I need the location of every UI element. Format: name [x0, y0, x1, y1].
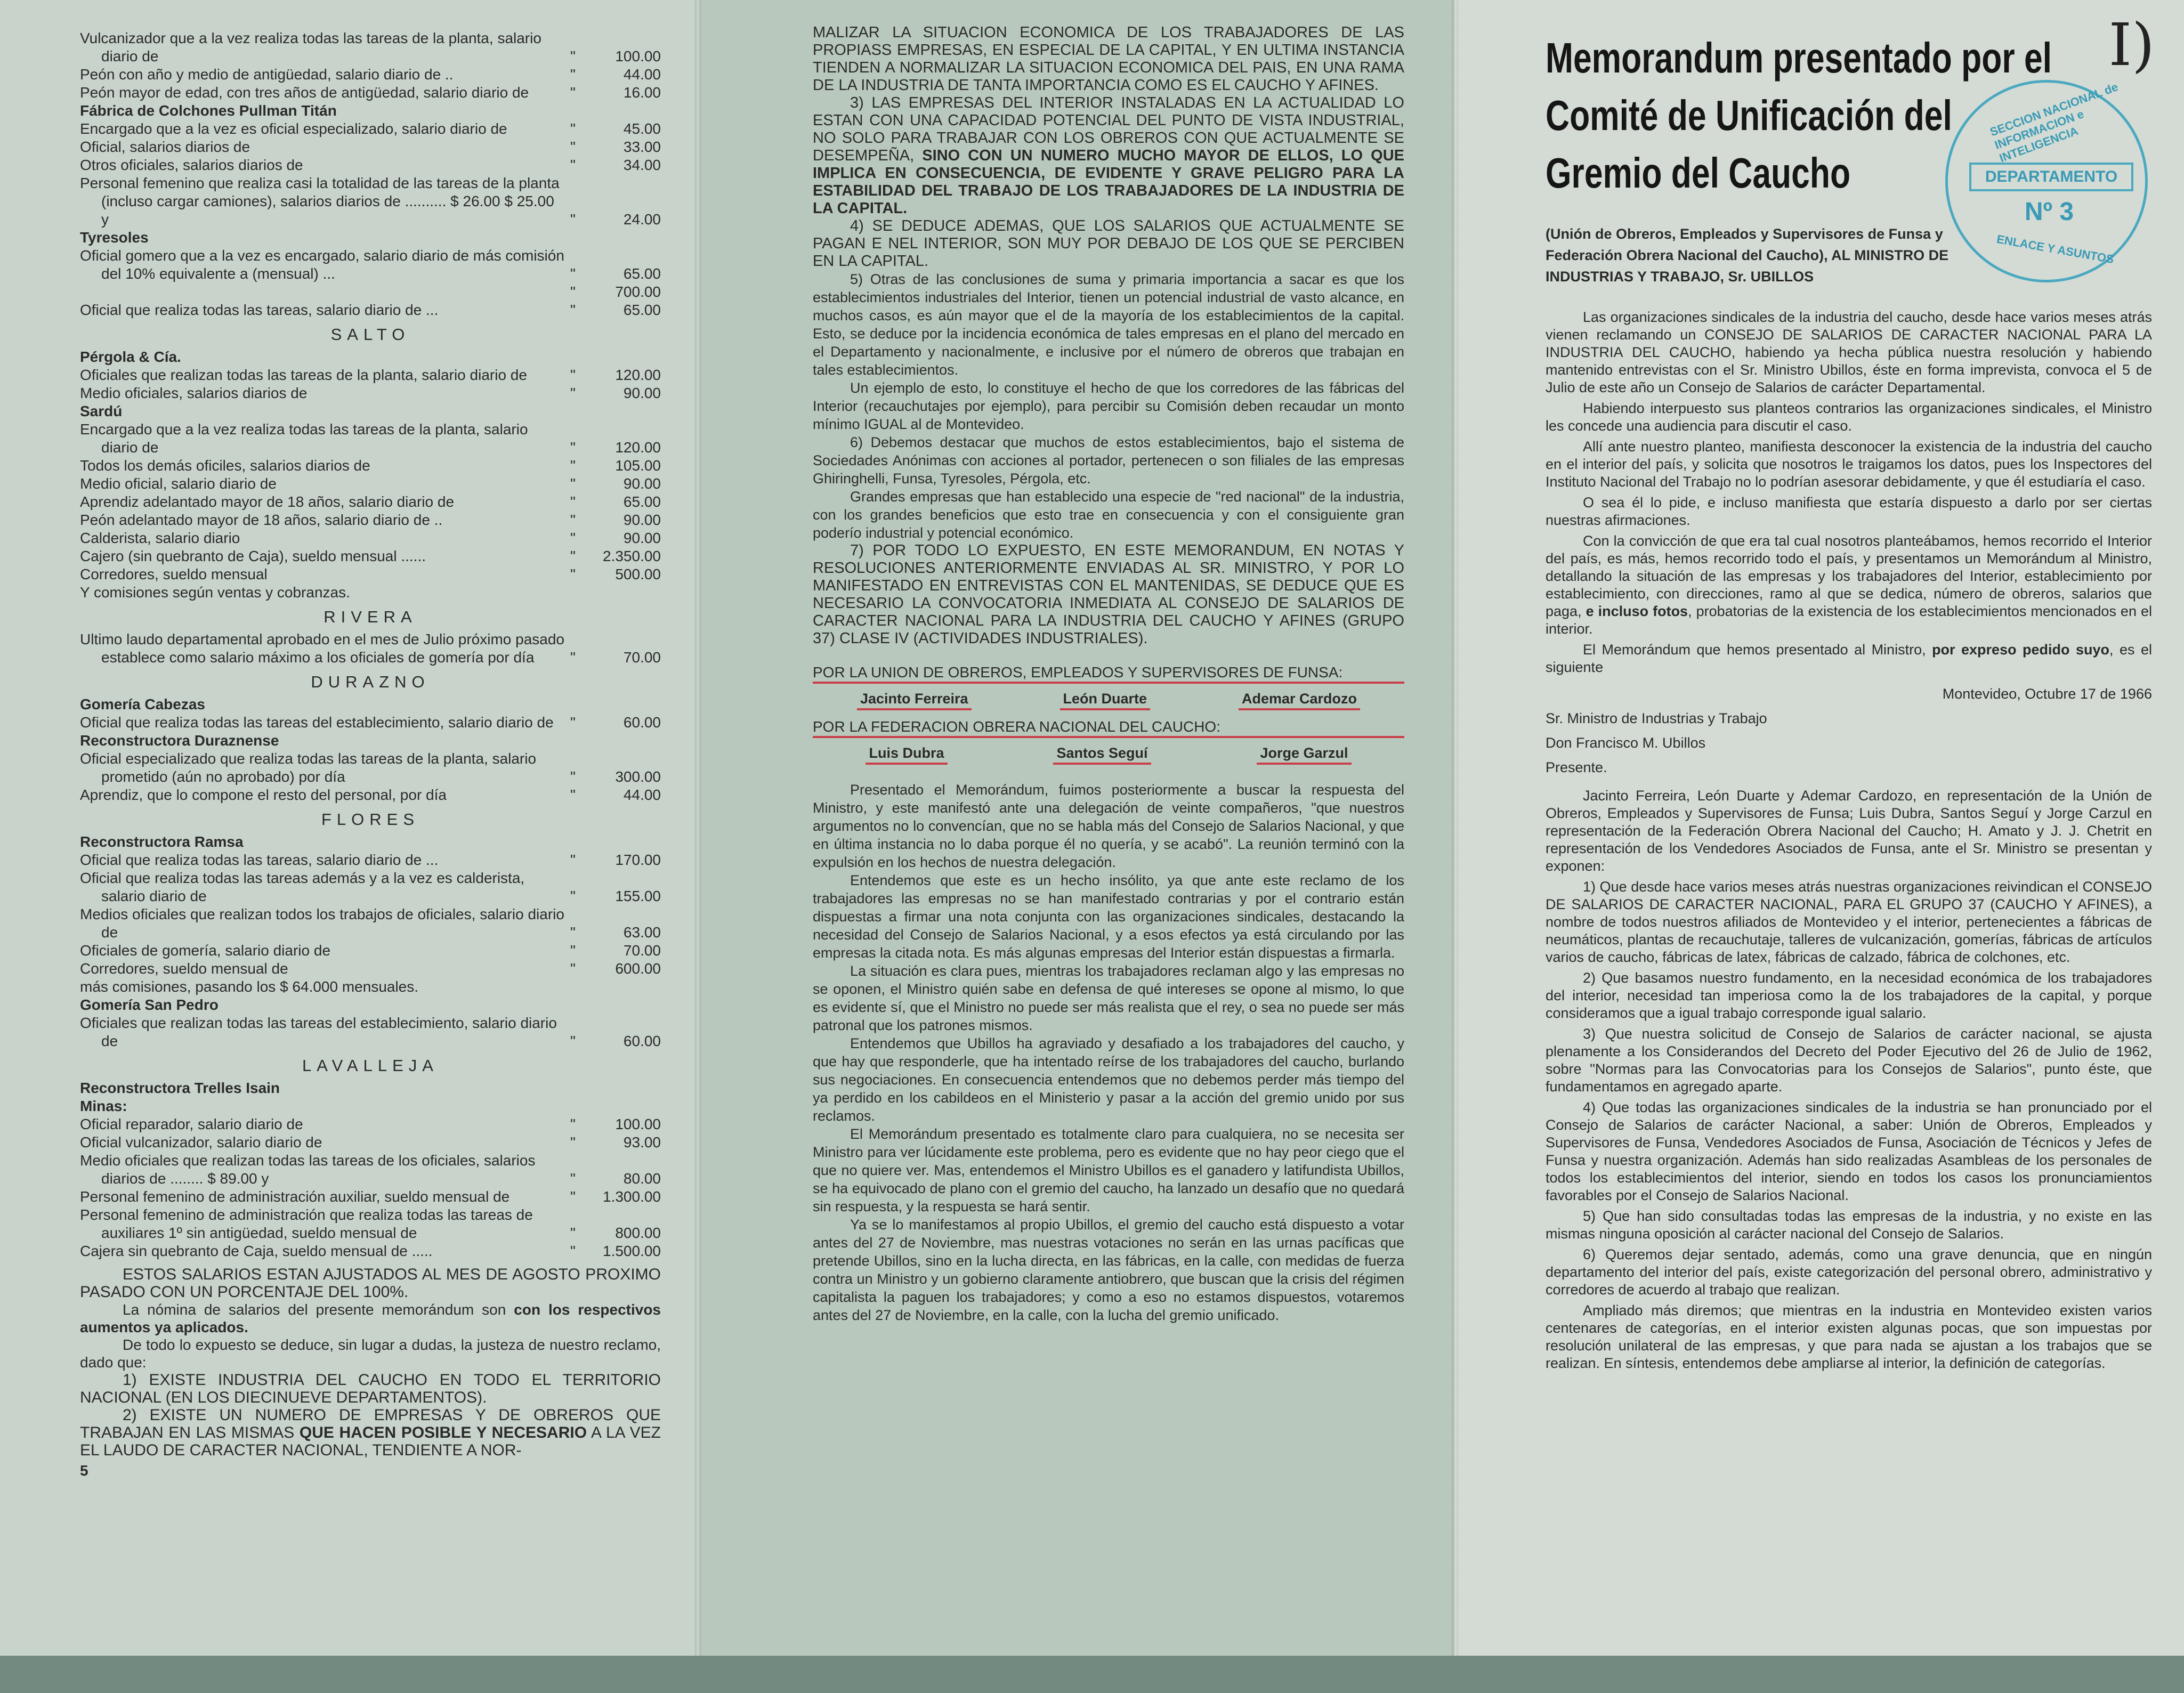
- document-title: Memorandum presentado por el: [1546, 34, 2052, 82]
- letter-date: Montevideo, Octubre 17 de 1966: [1942, 686, 2152, 702]
- salary-row: [80, 420, 661, 457]
- salary-description: Medio oficiales que realizan todas las tareas de los oficiales, salarios diarios de ........ $ 89.00 y: [80, 1152, 536, 1187]
- signature-row: [813, 743, 1404, 765]
- paragraph: 6) Queremos dejar sentado, además, como una grave denuncia, que en ningún departamento del interior del país, existe categorización del personal obrero, administrativo y corredores de acuerdo al trabajo que realizan.: [1546, 1246, 2152, 1298]
- ditto-mark: ": [570, 84, 576, 101]
- salary-row: [80, 66, 661, 84]
- salary-row: [80, 960, 661, 978]
- salary-row: [80, 1152, 661, 1188]
- ditto-mark: ": [570, 787, 576, 803]
- paragraph: 3) Que nuestra solicitud de Consejo de Salarios de carácter nacional, se ajusta plenamente a los Considerandos del Decreto del Poder Ejecutivo del 26 de Julio de 1962, sobre "Normas para las Convocatorias para los Consejos de Salarios", punto éste, que fundamentamos en agregado aparte.: [1546, 1026, 2152, 1095]
- salary-row: [80, 1242, 661, 1260]
- salary-row: [80, 547, 661, 565]
- salary-description: Corredores, sueldo mensual de: [80, 960, 288, 977]
- ditto-mark: ": [570, 120, 576, 137]
- paragraph: 6) Debemos destacar que muchos de estos establecimientos, bajo el sistema de Sociedades Anónimas con acciones al portador, pertenecen o son filiales de las empresas Ghiringhelli, Funsa, Tyresoles, Pérgola, etc.: [813, 434, 1404, 487]
- salary-value: 120.00: [615, 439, 661, 456]
- salary-row: [80, 283, 661, 301]
- salary-value: 65.00: [623, 265, 661, 282]
- salary-value: 45.00: [623, 120, 661, 137]
- paragraph: 2) Que basamos nuestro fundamento, en la necesidad económica de los trabajadores del interior, necesidad tan imperiosa como la de los trabajadores de la capital, y porque consideramos que a igual trabajo corresponde igual salario.: [1546, 970, 2152, 1021]
- salary-description: Encargado que a la vez es oficial especializado, salario diario de: [80, 120, 507, 137]
- document-title: Comité de Unificación del: [1546, 92, 1952, 139]
- stamp-department: DEPARTAMENTO: [1969, 163, 2133, 191]
- salary-value: 120.00: [615, 367, 661, 383]
- salary-list: [80, 1014, 661, 1050]
- salary-value: 90.00: [623, 385, 661, 401]
- salary-list: [80, 1115, 661, 1260]
- city-heading: Minas:: [80, 1098, 127, 1114]
- stamp-number: Nº 3: [2024, 198, 2074, 226]
- handwritten-mark: I): [2108, 11, 2155, 79]
- paragraph: 7) POR TODO LO EXPUESTO, EN ESTE MEMORANDUM, EN NOTAS Y RESOLUCIONES ANTERIORMENTE ENVIADAS AL SR. MINISTRO, Y POR LO MANIFESTADO EN ENTREVISTAS CON EL MANTENIDAS, SE DEDUCE QUE ES NECESARIO LA CONVOCATORIA INMEDIATA AL CONSEJO DE SALARIOS DE CARACTER NACIONAL PARA LA INDUSTRIA DEL CAUCHO Y AFINES (GRUPO 37) CLASE IV (ACTIVIDADES INDUSTRIALES).: [813, 542, 1404, 647]
- salary-value: 44.00: [623, 66, 661, 83]
- salary-row: [80, 1115, 661, 1133]
- salary-row: [80, 1133, 661, 1152]
- ditto-mark: ": [570, 512, 576, 528]
- paragraph: 5) Que han sido consultadas todas las empresas de la industria, y no existe en las mismas ninguna oposición al carácter nacional del Consejo de Salarios.: [1546, 1208, 2152, 1242]
- salary-row: [80, 475, 661, 493]
- salary-description: Cajera sin quebranto de Caja, sueldo mensual de .....: [80, 1243, 433, 1259]
- salary-value: 63.00: [623, 924, 661, 941]
- ditto-mark: ": [570, 457, 576, 474]
- salary-row: [80, 301, 661, 319]
- paragraph: Ampliado más diremos; que mientras en la industria en Montevideo existen varios centenares de categorías, en el interior existen algunas pocas, que son impuestas por resolución unilateral de las empresas, y que para nada se ajustan a los trabajos que se realizan. En síntesis, entendemos debe ampliarse al interior, la definición de categorías.: [1546, 1302, 2152, 1371]
- paragraph: Allí ante nuestro planteo, manifiesta desconocer la existencia de la industria del caucho en el interior del país, y solicita que nosotros le traigamos los datos, pues los Inspectores del Instituto Nacional del Trabajo no lo podrían asesorar debidamente, y que él estudiaría el caso.: [1546, 439, 2152, 490]
- ditto-mark: ": [570, 649, 576, 666]
- salary-description: más comisiones, pasando los $ 64.000 mensuales.: [80, 978, 419, 995]
- salary-description: Oficial reparador, salario diario de: [80, 1116, 303, 1132]
- salary-row: [80, 511, 661, 529]
- salary-description: Oficial vulcanizador, salario diario de: [80, 1134, 322, 1151]
- paragraph: Ya se lo manifestamos al propio Ubillos, el gremio del caucho está dispuesto a votar antes del 27 de Noviembre, mas nuestras votaciones no serán en las urnas pacíficas que pretende Ubillos, sino en la lucha directa, en las fábricas, en la calle, con medidas de fuerza contra un Ministro y un gobierno claramente antiobrero, que buscan que la crisis del régimen capitalista la paguen los trabajadores; y como a eso no estamos dispuestos, votaremos antes del 27 de Noviembre, en la calle, con la lucha del gremio unificado.: [813, 1217, 1404, 1323]
- salary-value: 33.00: [623, 139, 661, 155]
- company-heading: Reconstructora Ramsa: [80, 833, 244, 850]
- salary-value: 1.500.00: [603, 1243, 661, 1259]
- salary-row: [80, 978, 661, 996]
- salary-description: Todos los demás oficiles, salarios diarios de: [80, 457, 370, 474]
- ditto-mark: ": [570, 385, 576, 401]
- ditto-mark: ": [570, 66, 576, 83]
- ditto-mark: ": [570, 1116, 576, 1132]
- salary-row: [80, 457, 661, 475]
- salary-description: Personal femenino que realiza casi la totalidad de las tareas de la planta (incluso cargar camiones), salarios diarios de .......... $ 26.00 $ 25.00 y: [80, 175, 560, 228]
- ditto-mark: ": [570, 530, 576, 546]
- salary-value: 2.350.00: [603, 548, 661, 564]
- paragraph: 1) EXISTE INDUSTRIA DEL CAUCHO EN TODO EL TERRITORIO NACIONAL (EN LOS DIECINUEVE DEPARTAMENTOS).: [80, 1371, 661, 1406]
- salary-description: Oficial que realiza todas las tareas además y a la vez es calderista, salario diario de: [80, 870, 525, 904]
- document-subtitle: (Unión de Obreros, Empleados y Supervisores de Funsa y Federación Obrera Nacional del Caucho), AL MINISTRO DE INDUSTRIAS Y TRABAJO, Sr. UBILLOS: [1546, 226, 1949, 285]
- page-fold: [695, 0, 701, 1693]
- salary-value: 155.00: [615, 888, 661, 904]
- stamp-ring-text: SECCION NACIONAL de INFORMACION e INTELIGENCIA: [1988, 80, 2120, 165]
- salary-description: Aprendiz adelantado mayor de 18 años, salario diario de: [80, 493, 455, 510]
- page-left: [0, 0, 698, 1693]
- salary-description: Peón con año y medio de antigüedad, salario diario de ..: [80, 66, 454, 83]
- salary-list: [80, 714, 661, 732]
- letter-address: Don Francisco M. Ubillos: [1546, 735, 1706, 751]
- text-run: La nómina de salarios del presente memorándum son: [123, 1301, 506, 1318]
- stamp-ring-text: ENLACE Y ASUNTOS: [1995, 232, 2115, 266]
- salary-value: 70.00: [623, 649, 661, 666]
- salary-value: 300.00: [615, 768, 661, 785]
- paragraph: Entendemos que Ubillos ha agraviado y desafiado a los trabajadores del caucho, y que hay que responderle, que ha intentado reírse de los trabajadores del caucho, burlando sus negociaciones. En consecuencia entendemos que no debemos perder más tiempo del ya perdido en los cabildeos en el Ministerio y pasar a la acción del gremio unido por sus reclamos.: [813, 1035, 1404, 1124]
- salary-description: Aprendiz, que lo compone el resto del personal, por día: [80, 787, 447, 803]
- company-heading: Gomería San Pedro: [80, 997, 219, 1013]
- salary-description: Calderista, salario diario: [80, 530, 240, 546]
- paragraph: 4) Que todas las organizaciones sindicales de la industria se han pronunciado por el Consejo de Salarios de carácter Nacional, a saber: Unión de Obreros, Empleados y Supervisores de Funsa, Vendedores Asociados de Funsa, Asociación de Técnicos y Jefes de Funsa y nuestra organización. Además han sido realizadas Asambleas de los personales de todos los establecimientos del interior, siendo en todos los casos los pronunciamientos favorables por el Consejo de Salarios Nacional.: [1546, 1099, 2152, 1203]
- salary-description: Vulcanizador que a la vez realiza todas las tareas de la planta, salario diario de: [80, 30, 541, 64]
- signature-row: [813, 689, 1404, 710]
- paragraph: Grandes empresas que han establecido una especie de "red nacional" de la industria, con los grandes beneficios que esto trae en consecuencia y con el consiguiente gran poderío industrial y potencial económico.: [813, 489, 1404, 541]
- department-heading: FLORES: [321, 810, 420, 829]
- ditto-mark: ": [570, 302, 576, 318]
- salary-description: Peón adelantado mayor de 18 años, salario diario de ..: [80, 512, 443, 528]
- salary-row: [80, 120, 661, 138]
- bold-text: e incluso fotos: [1586, 603, 1688, 619]
- text-run: Con la convicción de que era tal cual nosotros planteábamos, hemos recorrido el Interior del país, es más, hemos recorrido todo el país, y presentamos un Memorándum al Ministro, detallando la situación de las empresas y los trabajadores del Interior, establecimiento por establecimiento, con direcciones, ramo al que se dedica, número de obreros, salarios que paga,: [1546, 533, 2152, 619]
- text-run: , probatorias de la existencia de los establecimientos mencionados en el interior.: [1546, 603, 2152, 637]
- salary-row: [80, 29, 661, 66]
- ditto-mark: ": [570, 924, 576, 941]
- signatory: Ademar Cardozo: [1239, 689, 1360, 710]
- paragraph: [1546, 641, 2152, 676]
- salary-description: Encargado que a la vez realiza todas las tareas de la planta, salario diario de: [80, 421, 528, 456]
- salary-description: Y comisiones según ventas y cobranzas.: [80, 584, 350, 601]
- ditto-mark: ": [570, 768, 576, 785]
- ditto-mark: ": [570, 1170, 576, 1187]
- ditto-mark: ": [570, 960, 576, 977]
- paragraph: Un ejemplo de esto, lo constituye el hecho de que los corredores de las fábricas del Interior (recauchutajes por ejemplo), para percibir su Comisión deben recaudar un monto mínimo IGUAL al de Montevideo.: [813, 380, 1404, 432]
- ditto-mark: ": [570, 1134, 576, 1151]
- salary-value: 90.00: [623, 512, 661, 528]
- letter-address: Sr. Ministro de Industrias y Trabajo: [1546, 710, 1767, 726]
- salary-value: 105.00: [615, 457, 661, 474]
- signatory: Jacinto Ferreira: [857, 689, 972, 710]
- company-heading: Fábrica de Colchones Pullman Titán: [80, 102, 337, 119]
- salary-description: Oficial que realiza todas las tareas, salario diario de ...: [80, 302, 439, 318]
- bold-text: por expreso pedido suyo: [1932, 642, 2110, 658]
- salary-list: [80, 247, 661, 319]
- page-fold: [1452, 0, 1458, 1693]
- salary-description: Oficial que realiza todas las tareas, salario diario de ...: [80, 852, 439, 868]
- salary-description: Medios oficiales que realizan todos los trabajos de oficiales, salario diario de: [80, 906, 564, 941]
- ditto-mark: ": [570, 1188, 576, 1205]
- paragraph: [1546, 532, 2152, 638]
- ditto-mark: ": [570, 211, 576, 228]
- salary-row: [80, 851, 661, 869]
- paragraph: 5) Otras de las conclusiones de suma y primaria importancia a sacar es que los establecimientos industriales del Interior, tienen un potencial industrial de vasto alcance, en muchos casos, es aún mayor que el de la mayoría de los establecimientos de la capital. Esto, se deduce por la incidencia económica de tales empresas en el plano del mercado en el Departamento y nacionalmente, e inclusive por el número de obreros que trabajan en tales establecimientos.: [813, 271, 1404, 378]
- salary-value: 100.00: [615, 48, 661, 64]
- ditto-mark: ": [570, 157, 576, 173]
- signatory: León Duarte: [1060, 689, 1151, 710]
- paragraph: MALIZAR LA SITUACION ECONOMICA DE LOS TRABAJADORES DE LAS PROPIASS EMPRESAS, EN ESPECIAL DE LA CAPITAL, Y EN ULTIMA INSTANCIA TIENDEN A NORMALIZAR LA SITUACION ECONOMICA DEL PAIS, EN UNA RAMA DE LA INDUSTRIA DE TANTA IMPORTANCIA COMO ES EL CAUCHO Y AFINES.: [813, 24, 1404, 94]
- background-strip: [0, 1656, 2184, 1693]
- company-heading: Sardú: [80, 403, 123, 419]
- salary-description: Oficial, salarios diarios de: [80, 139, 250, 155]
- paragraph: De todo lo expuesto se deduce, sin lugar a dudas, la justeza de nuestro reclamo, dado que:: [80, 1336, 661, 1371]
- salary-description: Otros oficiales, salarios diarios de: [80, 157, 303, 173]
- department-heading: LAVALLEJA: [302, 1056, 439, 1075]
- ditto-mark: ": [570, 475, 576, 492]
- salary-row: [80, 1188, 661, 1206]
- ditto-mark: ": [570, 367, 576, 383]
- ditto-mark: ": [570, 265, 576, 282]
- salary-value: 60.00: [623, 714, 661, 731]
- page-right: [1455, 0, 2184, 1693]
- salary-value: 60.00: [623, 1033, 661, 1049]
- text-run: El Memorándum que hemos presentado al Ministro,: [1583, 642, 1926, 658]
- salary-list: [80, 366, 661, 402]
- paragraph: Jacinto Ferreira, León Duarte y Ademar Cardozo, en representación de la Unión de Obreros, Empleados y Supervisores de Funsa; Luis Dubra, Santos Seguí y Jorge Carzul en representación de la Federación Obrera Nacional del Caucho; H. Amato y J. J. Chetrit en representación de los Vendedores Asociados de Funsa, ante el Sr. Ministro se presentan y exponen:: [1546, 788, 2152, 874]
- salary-row: [80, 84, 661, 102]
- salary-value: 70.00: [623, 942, 661, 959]
- text-run: A LA VEZ EL LAUDO DE CARACTER NACIONAL, TENDIENTE A NOR-: [80, 1424, 661, 1459]
- signatory: Luis Dubra: [865, 743, 947, 765]
- salary-description: Medio oficiales, salarios diarios de: [80, 385, 308, 401]
- ditto-mark: ": [570, 48, 576, 64]
- ditto-mark: ": [570, 439, 576, 456]
- salary-row: [80, 156, 661, 174]
- salary-value: 34.00: [623, 157, 661, 173]
- salary-value: 600.00: [615, 960, 661, 977]
- salary-description: Oficial que realiza todas las tareas del establecimiento, salario diario de: [80, 714, 554, 731]
- salary-value: 700.00: [615, 283, 661, 300]
- salary-value: 90.00: [623, 530, 661, 546]
- company-heading: Pérgola & Cía.: [80, 349, 181, 365]
- salary-row: [80, 366, 661, 384]
- paragraph: El Memorándum presentado es totalmente claro para cualquiera, no se necesita ser Ministro para ver lúcidamente este problema, pero es evidente que no hay peor ciego que el que no quiere ver. Mas, entendemos el Ministro Ubillos es el ganadero y latifundista Ubillos, se ha equivocado de plano con el gremio del caucho, ha lanzado un desafío que no quedará sin respuesta, y la respuesta se hará sentir.: [813, 1126, 1404, 1214]
- salary-row: [80, 384, 661, 402]
- ditto-mark: ": [570, 1033, 576, 1049]
- salary-row: [80, 247, 661, 283]
- paragraph: Las organizaciones sindicales de la industria del caucho, desde hace varios meses atrás vienen reclamando un CONSEJO DE SALARIOS DE CARACTER NACIONAL PARA LA INDUSTRIA DEL CAUCHO, habiendo ya hecha pública nuestra resolución y habiendo mantenido entrevistas con el Sr. Ministro Ubillos, éste en forma imprevista, convoca el 5 de Julio de este año un Consejo de Salarios de carácter Departamental.: [1546, 309, 2152, 395]
- company-heading: Tyresoles: [80, 229, 149, 246]
- paragraph: 4) SE DEDUCE ADEMAS, QUE LOS SALARIOS QUE ACTUALMENTE SE PAGAN E NEL INTERIOR, SON MUY POR DEBAJO DE LOS QUE SE PERCIBEN EN LA CAPITAL.: [813, 217, 1404, 270]
- page-number: 5: [80, 1462, 88, 1479]
- salary-value: 44.00: [623, 787, 661, 803]
- salary-value: 80.00: [623, 1170, 661, 1187]
- bold-text: SINO CON UN NUMERO MUCHO MAYOR DE ELLOS, LO QUE IMPLICA EN CONSECUENCIA, DE EVIDENTE Y GRAVE PELIGRO PARA LA ESTABILIDAD DEL TRABAJO DE LOS TRABAJADORES DE LA INDUSTRIA DE LA CAPITAL.: [813, 147, 1404, 217]
- salary-row: [80, 630, 661, 667]
- paragraph: Habiendo interpuesto sus planteos contrarios las organizaciones sindicales, el Ministro les concede una audiencia para discutir el caso.: [1546, 400, 2152, 434]
- ditto-mark: ": [570, 548, 576, 564]
- salary-row: [80, 493, 661, 511]
- ditto-mark: ": [570, 942, 576, 959]
- salary-row: [80, 138, 661, 156]
- salary-value: 93.00: [623, 1134, 661, 1151]
- ditto-mark: ": [570, 493, 576, 510]
- signature-heading: POR LA FEDERACION OBRERA NACIONAL DEL CAUCHO:: [813, 718, 1404, 738]
- ditto-mark: ": [570, 1243, 576, 1259]
- salary-description: Medio oficial, salario diario de: [80, 475, 277, 492]
- salary-value: 170.00: [615, 852, 661, 868]
- letter-address: Presente.: [1546, 759, 1607, 775]
- company-heading: Reconstructora Trelles Isain: [80, 1080, 280, 1096]
- ditto-mark: ": [570, 852, 576, 868]
- bold-text: QUE HACEN POSIBLE Y NECESARIO: [299, 1424, 587, 1441]
- paragraph: 1) Que desde hace varios meses atrás nuestras organizaciones reivindican el CONSEJO DE SALARIOS DE CARACTER NACIONAL, PARA EL GRUPO 37 (CAUCHO Y AFINES), a nombre de todos nuestros afiliados de Montevideo y el interior, pertenecientes a fábricas de neumáticos, plantas de recauchutaje, talleres de vulcanización, gomerías, fábricas de artículos varios de caucho, fábricas de latex, fábricas de calzado, fábrica de colchones, etc.: [1546, 879, 2152, 965]
- salary-value: 100.00: [615, 1116, 661, 1132]
- salary-description: Personal femenino de administración auxiliar, sueldo mensual de: [80, 1188, 510, 1205]
- ditto-mark: ": [570, 1225, 576, 1241]
- salary-description: Cajero (sin quebranto de Caja), sueldo mensual ......: [80, 548, 426, 564]
- salary-description: Oficiales que realizan todas las tareas del establecimiento, salario diario de: [80, 1015, 557, 1049]
- salary-description: Oficial gomero que a la vez es encargado, salario diario de más comisión del 10% equivalente a (mensual) ...: [80, 247, 564, 282]
- bold-text: con los respectivos aumentos ya aplicados.: [80, 1301, 661, 1335]
- salary-description: Personal femenino de administración que realiza todas las tareas de auxiliares 1º sin antigüedad, sueldo mensual de: [80, 1206, 533, 1241]
- salary-list: [80, 750, 661, 804]
- salary-value: 24.00: [623, 211, 661, 228]
- salary-row: [80, 565, 661, 584]
- department-heading: RIVERA: [323, 607, 417, 626]
- salary-row: [80, 869, 661, 905]
- signatory: Jorge Garzul: [1257, 743, 1351, 765]
- salary-list: [80, 420, 661, 602]
- salary-description: Corredores, sueldo mensual: [80, 566, 268, 582]
- salary-value: 65.00: [623, 302, 661, 318]
- paragraph: O sea él lo pide, e incluso manifiesta que estaría dispuesto a darlo por ser ciertas nuestras afirmaciones.: [1546, 495, 2152, 528]
- salary-value: 500.00: [615, 566, 661, 582]
- salary-value: 800.00: [615, 1225, 661, 1241]
- ditto-mark: ": [570, 888, 576, 904]
- paragraph: [813, 94, 1404, 217]
- text-run: , es el siguiente: [1546, 642, 2152, 675]
- salary-row: [80, 584, 661, 602]
- salary-row: [80, 1014, 661, 1050]
- salary-row: [80, 942, 661, 960]
- text-run: 2) EXISTE UN NUMERO DE EMPRESAS Y DE OBREROS QUE TRABAJAN EN LAS MISMAS: [80, 1406, 661, 1441]
- department-heading: SALTO: [330, 325, 410, 344]
- paragraph: Entendemos que este es un hecho insólito, ya que ante este reclamo de los trabajadores las empresas no se han manifestado contrarias y por el contrario están dispuestas a firmar una nota conjunta con las organizaciones sindicales, destacando la necesidad del Consejo de Salarios Nacional, y a esos efectos ya está circulando por las empresas la citada nota. Es más algunas empresas del Interior están dispuestas a firmarla.: [813, 872, 1404, 961]
- salary-description: Peón mayor de edad, con tres años de antigüedad, salario diario de: [80, 84, 529, 101]
- salary-list: [80, 120, 661, 229]
- salary-row: [80, 1206, 661, 1242]
- company-heading: Gomería Cabezas: [80, 696, 205, 712]
- paragraph: Presentado el Memorándum, fuimos posteriormente a buscar la respuesta del Ministro, y este manifestó ante una delegación de veinte compañeros, "que nuestros argumentos no lo convencían, que no se habla más del Consejo de Salarios Nacional, y que en última instancia no lo daba porque él no quería, y se acabó". La reunión terminó con la expulsión en los hechos de nuestra delegación.: [813, 782, 1404, 870]
- salary-row: [80, 714, 661, 732]
- department-heading: DURAZNO: [311, 673, 430, 691]
- salary-row: [80, 529, 661, 547]
- signatory: Santos Seguí: [1053, 743, 1151, 765]
- paragraph: La situación es clara pues, mientras los trabajadores reclaman algo y las empresas no se oponen, el Ministro quién sabe en defensa de qué intereses se opone al mismo, lo que es evidente sí, que el Ministro no puede ser más realista que el rey, o sea no puede ser más patronal que los patrones mismos.: [813, 963, 1404, 1033]
- salary-list: [80, 29, 661, 102]
- paragraph: [80, 1301, 661, 1336]
- salary-description: Oficiales que realizan todas las tareas de la planta, salario diario de: [80, 367, 527, 383]
- salary-row: [80, 750, 661, 786]
- company-heading: Reconstructora Duraznense: [80, 732, 279, 749]
- ditto-mark: ": [570, 139, 576, 155]
- salary-value: 65.00: [623, 493, 661, 510]
- salary-description: Oficial especializado que realiza todas las tareas de la planta, salario prometido (aún no aprobado) por día: [80, 750, 537, 785]
- paragraph: ESTOS SALARIOS ESTAN AJUSTADOS AL MES DE AGOSTO PROXIMO PASADO CON UN PORCENTAJE DEL 100%.: [80, 1266, 661, 1301]
- salary-value: 90.00: [623, 475, 661, 492]
- paragraph: [80, 1406, 661, 1459]
- ditto-mark: ": [570, 566, 576, 582]
- salary-row: [80, 174, 661, 229]
- signature-heading: POR LA UNION DE OBREROS, EMPLEADOS Y SUPERVISORES DE FUNSA:: [813, 663, 1404, 684]
- salary-description: Ultimo laudo departamental aprobado en el mes de Julio próximo pasado establece como salario máximo a los oficiales de gomería por día: [80, 631, 564, 666]
- ditto-mark: ": [570, 283, 576, 300]
- document-title: Gremio del Caucho: [1546, 149, 1851, 197]
- salary-list: [80, 851, 661, 996]
- salary-row: [80, 786, 661, 804]
- page-middle: [698, 0, 1455, 1693]
- text-run: 3) LAS EMPRESAS DEL INTERIOR INSTALADAS EN LA ACTUALIDAD LO ESTAN CON UNA CAPACIDAD POTENCIAL DEL PUNTO DE VISTA INDUSTRIAL, NO SOLO PARA TRABAJAR CON LOS OBREROS CON QUE ACTUALMENTE SE DESEMPEÑA,: [813, 94, 1404, 164]
- salary-value: 16.00: [623, 84, 661, 101]
- salary-description: Oficiales de gomería, salario diario de: [80, 942, 331, 959]
- salary-row: [80, 905, 661, 942]
- salary-value: 1.300.00: [603, 1188, 661, 1205]
- ditto-mark: ": [570, 714, 576, 731]
